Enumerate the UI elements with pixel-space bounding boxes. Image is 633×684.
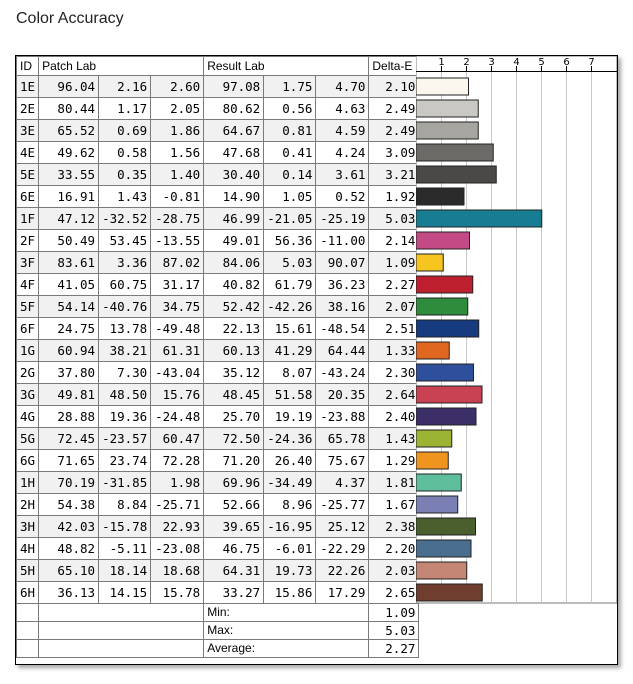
cell-result-l: 52.66 xyxy=(204,494,264,516)
tick-label: 7 xyxy=(588,57,595,68)
cell-patch-l: 65.10 xyxy=(39,560,99,582)
cell-result-a: 0.14 xyxy=(264,164,316,186)
summary-max-label: Max: xyxy=(204,622,369,640)
cell-patch-l: 24.75 xyxy=(39,318,99,340)
cell-patch-b: 1.86 xyxy=(151,120,204,142)
bar-6e xyxy=(416,188,464,205)
bar-5h xyxy=(416,562,467,579)
cell-id: 6E xyxy=(17,186,39,208)
cell-patch-a: 0.58 xyxy=(99,142,151,164)
cell-result-a: 1.05 xyxy=(264,186,316,208)
cell-delta-e: 5.03 xyxy=(369,208,419,230)
table-row xyxy=(17,76,419,98)
cell-patch-b: 1.40 xyxy=(151,164,204,186)
cell-result-l: 22.13 xyxy=(204,318,264,340)
cell-id: 3F xyxy=(17,252,39,274)
cell-result-a: 0.81 xyxy=(264,120,316,142)
cell-patch-b: -28.75 xyxy=(151,208,204,230)
cell-result-l: 49.01 xyxy=(204,230,264,252)
bar-2h xyxy=(416,496,458,513)
cell-id: 4G xyxy=(17,406,39,428)
cell-id: 4E xyxy=(17,142,39,164)
cell-patch-a: 1.43 xyxy=(99,186,151,208)
table-row xyxy=(17,582,419,604)
cell-patch-l: 80.44 xyxy=(39,98,99,120)
color-accuracy-panel xyxy=(15,55,618,665)
cell-result-b: 64.44 xyxy=(316,340,369,362)
cell-result-a: -6.01 xyxy=(264,538,316,560)
cell-patch-b: 87.02 xyxy=(151,252,204,274)
cell-delta-e: 2.64 xyxy=(369,384,419,406)
cell-result-b: 4.24 xyxy=(316,142,369,164)
bar-4f xyxy=(416,276,473,293)
cell-patch-a: 23.74 xyxy=(99,450,151,472)
cell-patch-b: 22.93 xyxy=(151,516,204,538)
bar-5g xyxy=(416,430,452,447)
cell-result-b: 0.52 xyxy=(316,186,369,208)
cell-id: 2H xyxy=(17,494,39,516)
table-row xyxy=(17,186,419,208)
summary-row-min xyxy=(17,604,419,622)
cell-patch-a: 0.69 xyxy=(99,120,151,142)
cell-id: 5H xyxy=(17,560,39,582)
cell-id: 1F xyxy=(17,208,39,230)
cell-patch-a: 7.30 xyxy=(99,362,151,384)
cell-patch-l: 83.61 xyxy=(39,252,99,274)
bar-6f xyxy=(416,320,479,337)
cell-delta-e: 1.67 xyxy=(369,494,419,516)
cell-result-b: -43.24 xyxy=(316,362,369,384)
cell-patch-b: 1.56 xyxy=(151,142,204,164)
cell-result-l: 46.99 xyxy=(204,208,264,230)
cell-patch-b: 34.75 xyxy=(151,296,204,318)
cell-id: 6F xyxy=(17,318,39,340)
cell-delta-e: 1.33 xyxy=(369,340,419,362)
bar-6g xyxy=(416,452,448,469)
cell-result-a: 26.40 xyxy=(264,450,316,472)
cell-delta-e: 2.20 xyxy=(369,538,419,560)
cell-result-b: 4.59 xyxy=(316,120,369,142)
cell-delta-e: 1.92 xyxy=(369,186,419,208)
cell-id: 5F xyxy=(17,296,39,318)
cell-result-b: 4.37 xyxy=(316,472,369,494)
cell-result-a: 15.86 xyxy=(264,582,316,604)
bar-2g xyxy=(416,364,474,381)
cell-patch-a: 2.16 xyxy=(99,76,151,98)
cell-result-a: 0.41 xyxy=(264,142,316,164)
cell-patch-a: -23.57 xyxy=(99,428,151,450)
page-title: Color Accuracy xyxy=(16,10,124,27)
table-row xyxy=(17,142,419,164)
cell-patch-l: 50.49 xyxy=(39,230,99,252)
cell-result-a: 19.73 xyxy=(264,560,316,582)
cell-patch-b: -49.48 xyxy=(151,318,204,340)
cell-patch-b: -13.55 xyxy=(151,230,204,252)
bar-4e xyxy=(416,144,493,161)
cell-patch-l: 41.05 xyxy=(39,274,99,296)
cell-result-l: 64.31 xyxy=(204,560,264,582)
table-row xyxy=(17,560,419,582)
tick-label: 5 xyxy=(538,57,545,68)
cell-result-b: -23.88 xyxy=(316,406,369,428)
cell-patch-b: 61.31 xyxy=(151,340,204,362)
cell-result-b: 25.12 xyxy=(316,516,369,538)
cell-result-a: -16.95 xyxy=(264,516,316,538)
cell-id: 2F xyxy=(17,230,39,252)
cell-id: 1H xyxy=(17,472,39,494)
cell-result-l: 25.70 xyxy=(204,406,264,428)
summary-average-label: Average: xyxy=(204,640,369,658)
cell-result-a: 8.07 xyxy=(264,362,316,384)
cell-result-a: 15.61 xyxy=(264,318,316,340)
cell-result-b: 3.61 xyxy=(316,164,369,186)
bar-1e xyxy=(416,78,469,95)
cell-result-b: -22.29 xyxy=(316,538,369,560)
cell-patch-l: 33.55 xyxy=(39,164,99,186)
table-row xyxy=(17,428,419,450)
cell-patch-b: -0.81 xyxy=(151,186,204,208)
cell-result-b: 4.70 xyxy=(316,76,369,98)
cell-result-b: 38.16 xyxy=(316,296,369,318)
bar-2e xyxy=(416,100,478,117)
bar-3g xyxy=(416,386,482,403)
cell-result-b: -25.19 xyxy=(316,208,369,230)
tick-label: 3 xyxy=(488,57,495,68)
bar-1f xyxy=(416,210,542,227)
cell-patch-b: 31.17 xyxy=(151,274,204,296)
cell-patch-a: -15.78 xyxy=(99,516,151,538)
cell-patch-l: 60.94 xyxy=(39,340,99,362)
cell-patch-l: 16.91 xyxy=(39,186,99,208)
cell-result-b: -48.54 xyxy=(316,318,369,340)
summary-min-value: 1.09 xyxy=(369,604,419,622)
tick-label: 4 xyxy=(513,57,520,68)
table-row xyxy=(17,450,419,472)
cell-patch-l: 37.80 xyxy=(39,362,99,384)
color-accuracy-table xyxy=(16,56,419,658)
cell-patch-a: 60.75 xyxy=(99,274,151,296)
cell-result-a: 41.29 xyxy=(264,340,316,362)
cell-delta-e: 1.43 xyxy=(369,428,419,450)
cell-result-l: 84.06 xyxy=(204,252,264,274)
tick-label: 6 xyxy=(563,57,570,68)
delta-e-bar-chart xyxy=(416,56,617,607)
cell-delta-e: 2.40 xyxy=(369,406,419,428)
bar-3f xyxy=(416,254,443,271)
cell-delta-e: 1.81 xyxy=(369,472,419,494)
cell-result-l: 80.62 xyxy=(204,98,264,120)
bar-5f xyxy=(416,298,468,315)
header-row xyxy=(17,57,419,76)
bar-4g xyxy=(416,408,476,425)
cell-result-a: 56.36 xyxy=(264,230,316,252)
cell-result-b: -25.77 xyxy=(316,494,369,516)
table-row xyxy=(17,98,419,120)
cell-delta-e: 2.30 xyxy=(369,362,419,384)
cell-id: 3E xyxy=(17,120,39,142)
cell-result-a: 1.75 xyxy=(264,76,316,98)
cell-result-l: 97.08 xyxy=(204,76,264,98)
bar-5e xyxy=(416,166,496,183)
cell-result-a: -21.05 xyxy=(264,208,316,230)
cell-patch-a: 0.35 xyxy=(99,164,151,186)
cell-patch-l: 28.88 xyxy=(39,406,99,428)
cell-result-b: 20.35 xyxy=(316,384,369,406)
cell-result-b: 4.63 xyxy=(316,98,369,120)
cell-result-l: 35.12 xyxy=(204,362,264,384)
cell-patch-b: -23.08 xyxy=(151,538,204,560)
table-row xyxy=(17,120,419,142)
cell-result-l: 30.40 xyxy=(204,164,264,186)
bar-6h xyxy=(416,584,482,601)
bar-4h xyxy=(416,540,471,557)
table-row xyxy=(17,208,419,230)
cell-patch-a: -32.52 xyxy=(99,208,151,230)
cell-patch-b: 15.76 xyxy=(151,384,204,406)
cell-id: 1G xyxy=(17,340,39,362)
table-row xyxy=(17,472,419,494)
cell-patch-a: 19.36 xyxy=(99,406,151,428)
cell-result-a: 51.58 xyxy=(264,384,316,406)
cell-result-a: 5.03 xyxy=(264,252,316,274)
cell-id: 5G xyxy=(17,428,39,450)
cell-patch-a: 38.21 xyxy=(99,340,151,362)
cell-delta-e: 2.49 xyxy=(369,98,419,120)
cell-result-l: 14.90 xyxy=(204,186,264,208)
cell-result-a: -24.36 xyxy=(264,428,316,450)
cell-result-b: 36.23 xyxy=(316,274,369,296)
cell-delta-e: 3.21 xyxy=(369,164,419,186)
table-row xyxy=(17,296,419,318)
cell-patch-a: 53.45 xyxy=(99,230,151,252)
cell-delta-e: 1.29 xyxy=(369,450,419,472)
cell-patch-l: 54.14 xyxy=(39,296,99,318)
cell-delta-e: 2.10 xyxy=(369,76,419,98)
cell-patch-l: 96.04 xyxy=(39,76,99,98)
cell-id: 2G xyxy=(17,362,39,384)
table-row xyxy=(17,318,419,340)
cell-patch-b: 72.28 xyxy=(151,450,204,472)
cell-result-l: 33.27 xyxy=(204,582,264,604)
header-delta-e: Delta-E xyxy=(369,57,419,76)
cell-result-b: 75.67 xyxy=(316,450,369,472)
cell-patch-a: 14.15 xyxy=(99,582,151,604)
cell-patch-a: 1.17 xyxy=(99,98,151,120)
cell-patch-b: 18.68 xyxy=(151,560,204,582)
header-result-lab: Result Lab xyxy=(204,57,369,76)
cell-patch-l: 48.82 xyxy=(39,538,99,560)
tick-label: 1 xyxy=(438,57,445,68)
cell-delta-e: 2.07 xyxy=(369,296,419,318)
cell-result-l: 69.96 xyxy=(204,472,264,494)
cell-result-a: 61.79 xyxy=(264,274,316,296)
cell-patch-b: -43.04 xyxy=(151,362,204,384)
bar-1h xyxy=(416,474,461,491)
cell-patch-l: 36.13 xyxy=(39,582,99,604)
cell-patch-b: -24.48 xyxy=(151,406,204,428)
cell-delta-e: 2.51 xyxy=(369,318,419,340)
cell-id: 3H xyxy=(17,516,39,538)
bar-1g xyxy=(416,342,449,359)
summary-average-value: 2.27 xyxy=(369,640,419,658)
cell-patch-b: 1.98 xyxy=(151,472,204,494)
cell-patch-l: 70.19 xyxy=(39,472,99,494)
tick-label: 2 xyxy=(463,57,470,68)
cell-delta-e: 2.38 xyxy=(369,516,419,538)
cell-result-l: 46.75 xyxy=(204,538,264,560)
cell-result-b: 22.26 xyxy=(316,560,369,582)
table-row xyxy=(17,406,419,428)
table-row xyxy=(17,230,419,252)
cell-patch-l: 54.38 xyxy=(39,494,99,516)
cell-patch-a: 8.84 xyxy=(99,494,151,516)
cell-patch-a: -31.85 xyxy=(99,472,151,494)
table-row xyxy=(17,384,419,406)
bar-3h xyxy=(416,518,476,535)
cell-result-l: 72.50 xyxy=(204,428,264,450)
cell-id: 6H xyxy=(17,582,39,604)
bar-3e xyxy=(416,122,478,139)
summary-row-max xyxy=(17,622,419,640)
cell-result-l: 40.82 xyxy=(204,274,264,296)
cell-patch-a: 18.14 xyxy=(99,560,151,582)
cell-patch-l: 71.65 xyxy=(39,450,99,472)
cell-result-l: 47.68 xyxy=(204,142,264,164)
cell-patch-b: 2.60 xyxy=(151,76,204,98)
cell-result-b: 65.78 xyxy=(316,428,369,450)
cell-id: 2E xyxy=(17,98,39,120)
cell-patch-b: -25.71 xyxy=(151,494,204,516)
cell-result-l: 48.45 xyxy=(204,384,264,406)
table-row xyxy=(17,274,419,296)
cell-patch-l: 65.52 xyxy=(39,120,99,142)
cell-patch-l: 47.12 xyxy=(39,208,99,230)
cell-delta-e: 2.14 xyxy=(369,230,419,252)
cell-result-b: 17.29 xyxy=(316,582,369,604)
cell-id: 3G xyxy=(17,384,39,406)
cell-result-a: 19.19 xyxy=(264,406,316,428)
cell-id: 4F xyxy=(17,274,39,296)
table-row xyxy=(17,252,419,274)
cell-delta-e: 2.49 xyxy=(369,120,419,142)
cell-delta-e: 2.65 xyxy=(369,582,419,604)
cell-result-b: -11.00 xyxy=(316,230,369,252)
cell-delta-e: 2.27 xyxy=(369,274,419,296)
cell-result-l: 60.13 xyxy=(204,340,264,362)
cell-patch-a: 3.36 xyxy=(99,252,151,274)
cell-patch-l: 49.62 xyxy=(39,142,99,164)
cell-result-a: 0.56 xyxy=(264,98,316,120)
table-row xyxy=(17,494,419,516)
cell-result-a: -42.26 xyxy=(264,296,316,318)
cell-result-l: 52.42 xyxy=(204,296,264,318)
cell-patch-a: 48.50 xyxy=(99,384,151,406)
cell-patch-a: -5.11 xyxy=(99,538,151,560)
header-id: ID xyxy=(17,57,39,76)
cell-patch-a: 13.78 xyxy=(99,318,151,340)
cell-patch-l: 42.03 xyxy=(39,516,99,538)
cell-patch-l: 72.45 xyxy=(39,428,99,450)
cell-id: 4H xyxy=(17,538,39,560)
table-row xyxy=(17,340,419,362)
cell-delta-e: 3.09 xyxy=(369,142,419,164)
table-row xyxy=(17,164,419,186)
table-row xyxy=(17,362,419,384)
table-row xyxy=(17,538,419,560)
cell-result-l: 64.67 xyxy=(204,120,264,142)
cell-patch-l: 49.81 xyxy=(39,384,99,406)
cell-id: 5E xyxy=(17,164,39,186)
cell-result-b: 90.07 xyxy=(316,252,369,274)
cell-patch-b: 60.47 xyxy=(151,428,204,450)
cell-result-l: 71.20 xyxy=(204,450,264,472)
summary-max-value: 5.03 xyxy=(369,622,419,640)
cell-patch-b: 15.78 xyxy=(151,582,204,604)
cell-patch-a: -40.76 xyxy=(99,296,151,318)
cell-id: 1E xyxy=(17,76,39,98)
cell-patch-b: 2.05 xyxy=(151,98,204,120)
header-patch-lab: Patch Lab xyxy=(39,57,204,76)
cell-result-a: -34.49 xyxy=(264,472,316,494)
cell-result-l: 39.65 xyxy=(204,516,264,538)
summary-min-label: Min: xyxy=(204,604,369,622)
cell-delta-e: 1.09 xyxy=(369,252,419,274)
summary-row-average xyxy=(17,640,419,658)
cell-result-a: 8.96 xyxy=(264,494,316,516)
bar-2f xyxy=(416,232,470,249)
cell-delta-e: 2.03 xyxy=(369,560,419,582)
cell-id: 6G xyxy=(17,450,39,472)
table-row xyxy=(17,516,419,538)
